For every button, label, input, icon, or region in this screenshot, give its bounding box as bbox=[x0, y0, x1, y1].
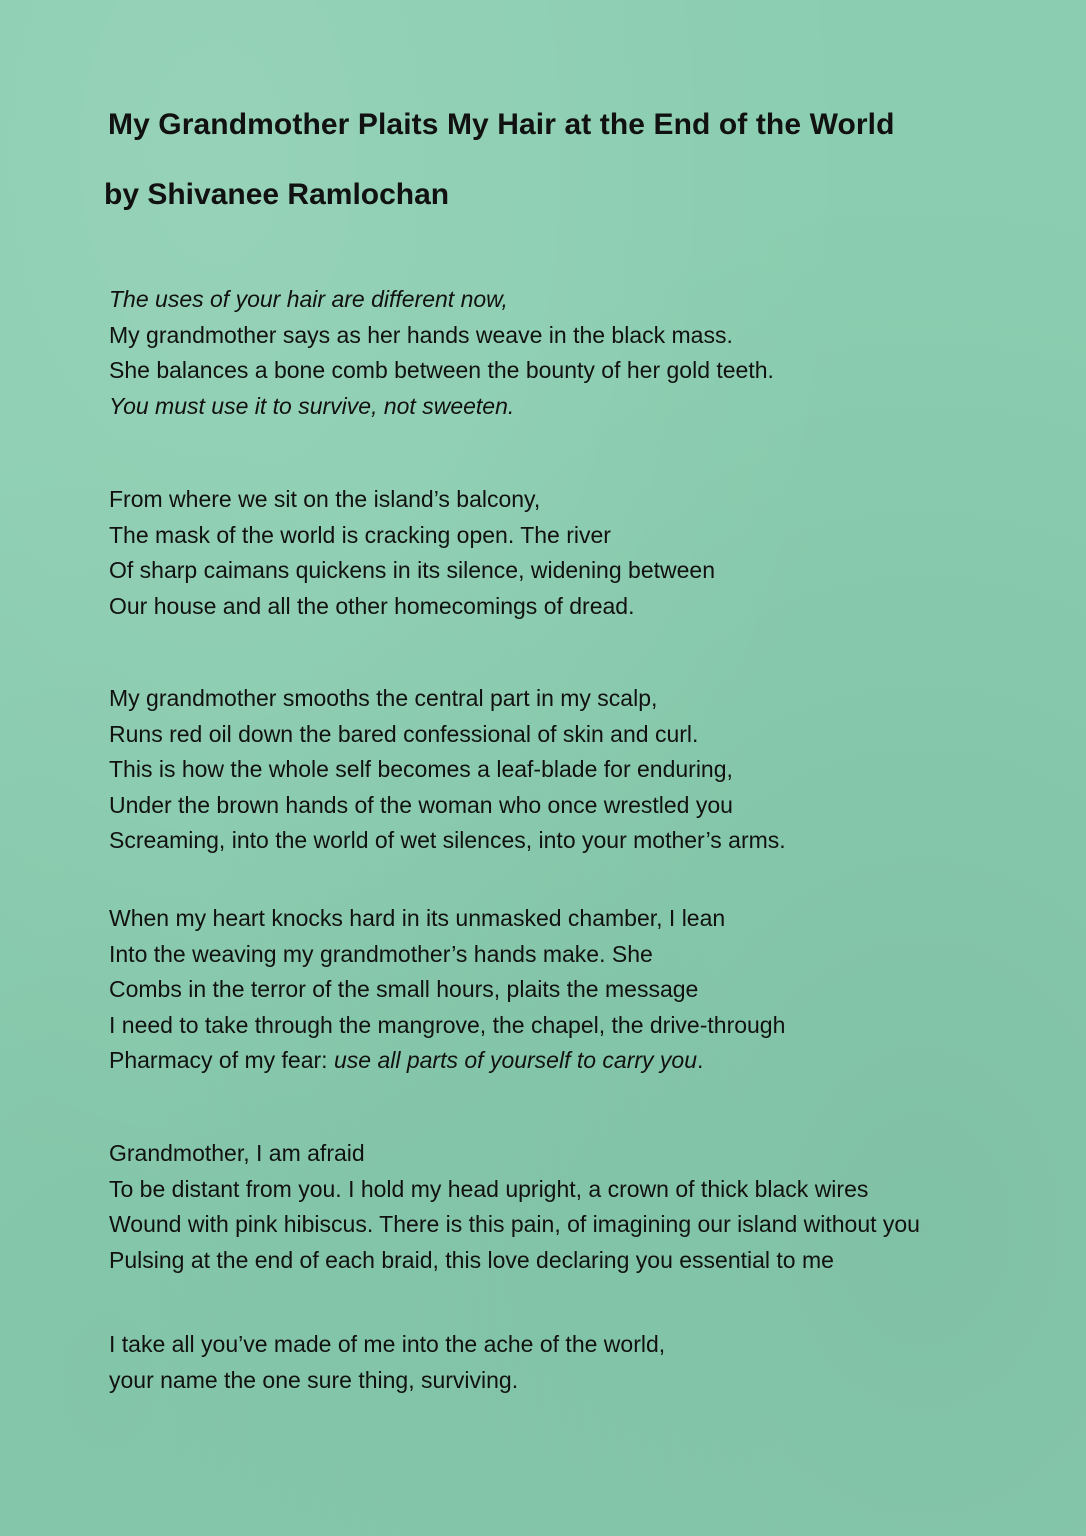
stanza-1 bbox=[109, 282, 774, 424]
poem-line: Under the brown hands of the woman who once wrestled you bbox=[109, 791, 733, 818]
poem-line: My grandmother smooths the central part in my scalp, bbox=[109, 685, 658, 711]
stanza-4 bbox=[109, 901, 785, 1079]
poem-line: your name the one sure thing, surviving. bbox=[109, 1366, 519, 1393]
poem-title: My Grandmother Plaits My Hair at the End of the World bbox=[108, 108, 895, 141]
stanza-2 bbox=[109, 482, 715, 624]
poem-line: Runs red oil down the bared confessional of skin and curl. bbox=[109, 720, 699, 747]
italic-phrase: use all parts of yourself to carry you bbox=[333, 1047, 698, 1073]
poem-line: Of sharp caimans quickens in its silence, widening between bbox=[109, 557, 715, 583]
poem-line: Into the weaving my grandmother’s hands make. She bbox=[109, 940, 653, 967]
poem-line: Screaming, into the world of wet silences, into your mother’s arms. bbox=[109, 827, 786, 853]
poem-author: by Shivanee Ramlochan bbox=[104, 178, 450, 211]
stanza-5 bbox=[109, 1136, 920, 1278]
poem-line: This is how the whole self becomes a leaf-blade for enduring, bbox=[109, 756, 733, 782]
line-start: Pharmacy of my fear: bbox=[109, 1047, 334, 1073]
poem-line: The mask of the world is cracking open. The river bbox=[109, 521, 611, 548]
poem-line: The uses of your hair are different now, bbox=[109, 286, 508, 312]
poem-line: I take all you’ve made of me into the ache of the world, bbox=[109, 1331, 666, 1357]
poem-line: From where we sit on the island’s balcony, bbox=[109, 486, 541, 512]
poem-line: You must use it to survive, not sweeten. bbox=[109, 392, 515, 419]
poem-line: I need to take through the mangrove, the chapel, the drive-through bbox=[109, 1011, 786, 1038]
poem-line: Pulsing at the end of each braid, this love declaring you essential to me bbox=[109, 1246, 834, 1273]
stanza-6 bbox=[109, 1327, 665, 1398]
poem-line: To be distant from you. I hold my head upright, a crown of thick black wires bbox=[109, 1175, 869, 1202]
poem-line bbox=[109, 1043, 785, 1079]
poem-line: My grandmother says as her hands weave in the black mass. bbox=[109, 321, 733, 348]
poem-line: Combs in the terror of the small hours, plaits the message bbox=[109, 976, 699, 1002]
poem-line: She balances a bone comb between the bounty of her gold teeth. bbox=[109, 357, 774, 383]
line-end: . bbox=[697, 1047, 704, 1073]
poem-line: Wound with pink hibiscus. There is this pain, of imagining our island without you bbox=[109, 1211, 920, 1237]
poem-line: Our house and all the other homecomings of dread. bbox=[109, 592, 635, 619]
poem-line: When my heart knocks hard in its unmasked chamber, I lean bbox=[109, 905, 726, 931]
poem-line: Grandmother, I am afraid bbox=[109, 1140, 365, 1166]
stanza-3 bbox=[109, 681, 786, 859]
